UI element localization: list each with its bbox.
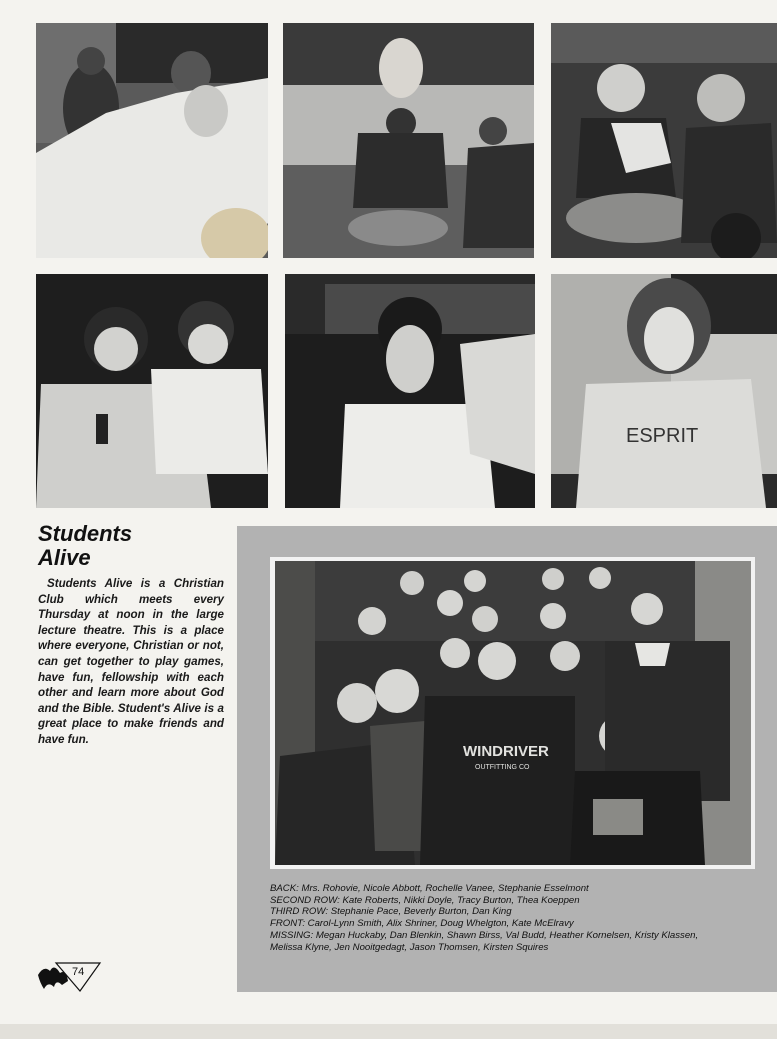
photo-two-students-floor — [551, 23, 777, 258]
folio-logo-icon — [36, 961, 102, 993]
group-photo — [275, 561, 751, 865]
caption-missing-2: Melissa Klyne, Jen Nooitgedagt, Jason Thomsen, Kirsten Squires — [270, 941, 549, 953]
windriver-sub: OUTFITTING CO — [475, 764, 530, 771]
page-title — [38, 522, 228, 570]
caption-second-row: SECOND ROW: Kate Roberts, Nikki Doyle, Tracy Burton, Thea Koeppen — [270, 894, 580, 906]
esprit-logo: ESPRIT — [626, 425, 699, 447]
windriver-logo: WINDRIVER — [463, 743, 549, 760]
page-edge — [0, 1024, 777, 1039]
caption-back-row: BACK: Mrs. Rohovie, Nicole Abbott, Rochelle Vanee, Stephanie Esselmont — [270, 883, 589, 894]
photo-parachute-game — [36, 23, 268, 258]
caption-missing-1: MISSING: Megan Huckaby, Dan Blenkin, Shawn Birss, Val Budd, Heather Kornelsen, Kristy Klassen, — [270, 929, 699, 941]
article-body: Students Alive is a Christian Club which meets every Thursday at noon in the large lecture theatre. This is a place where everyone, Christian or not, can get together to play games, have fun, fellowship with each other and learn more about God and the Bible. Student's Alive is a great place to make friends and have fun. — [38, 577, 224, 746]
photo-student-making-face — [285, 274, 535, 508]
photo-two-students-laughing — [36, 274, 268, 508]
photo-balloon-overhead — [283, 23, 534, 258]
caption-front-row: FRONT: Carol-Lynn Smith, Alix Shriner, Doug Whelgton, Kate McElravy — [270, 918, 574, 930]
title-line-2: Alive — [38, 545, 91, 570]
page-folio — [36, 961, 102, 993]
page-number: 74 — [72, 966, 85, 978]
photo-student-esprit-sweatshirt — [551, 274, 777, 508]
group-photo-caption — [270, 883, 760, 953]
title-line-1: Students — [38, 521, 133, 546]
caption-third-row: THIRD ROW: Stephanie Pace, Beverly Burton, Dan King — [270, 906, 512, 918]
